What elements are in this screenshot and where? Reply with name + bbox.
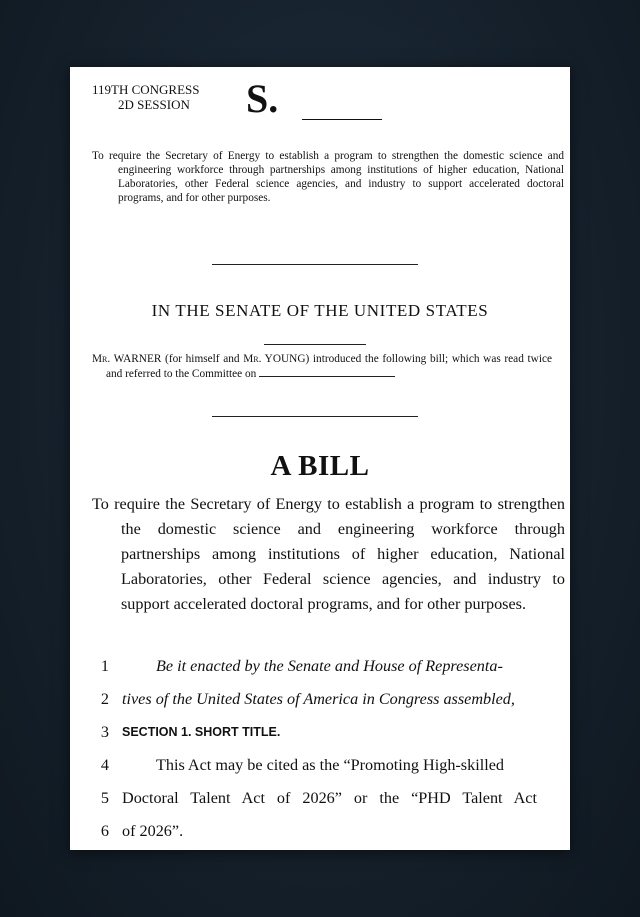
- line-text: Be it enacted by the Senate and House of Representa-: [156, 657, 503, 675]
- line-text: Doctoral Talent Act of 2026” or the “PHD Talent Act: [122, 789, 537, 807]
- session-label: 2D SESSION: [118, 97, 190, 112]
- bill-page: [70, 67, 570, 850]
- line-text: of 2026”.: [122, 822, 184, 840]
- intro-text-a: (for himself and: [161, 353, 244, 365]
- line-number: 2: [100, 690, 109, 708]
- bill-line: [70, 782, 570, 815]
- bill-line: [70, 749, 570, 782]
- bill-line: [70, 650, 570, 683]
- sponsor-name: Mr. WARNER: [92, 353, 162, 365]
- bill-line: [70, 815, 570, 848]
- divider: [212, 264, 418, 265]
- bill-summary: To require the Secretary of Energy to establish a program to strengthen the domestic science and engineering workforce through partnerships among institutions of higher education, National Laboratories, other Federal science agencies, and industry to support accelerated doctoral programs, and for other purposes.: [92, 150, 564, 204]
- line-text: tives of the United States of America in Congress assembled,: [122, 690, 515, 708]
- congress-session: [92, 82, 200, 112]
- line-number: 3: [100, 723, 109, 741]
- bill-title: A BILL: [270, 450, 370, 482]
- bill-number: S.: [246, 76, 279, 121]
- bill-line: [70, 683, 570, 716]
- section-heading: SECTION 1. SHORT TITLE.: [122, 725, 281, 739]
- senate-heading: IN THE SENATE OF THE UNITED STATES: [151, 301, 489, 320]
- committee-blank: [259, 366, 395, 377]
- intro-text-b: ) introduced the following bill; which was read twice and referred to the Committee on: [106, 353, 552, 380]
- introduction-statement: [92, 352, 552, 381]
- cosponsor-name: Mr. YOUNG: [243, 353, 306, 365]
- divider: [212, 416, 418, 417]
- line-number: 4: [100, 756, 109, 774]
- line-number: 5: [100, 789, 109, 807]
- bill-number-blank: [302, 119, 382, 120]
- bill-line: [70, 716, 570, 749]
- line-text: This Act may be cited as the “Promoting High-skilled: [156, 756, 504, 774]
- bill-text: [70, 650, 570, 848]
- bill-purpose: To require the Secretary of Energy to establish a program to strengthen the domestic science and engineering workforce through partnerships among institutions of higher education, National Laboratories, other Federal science agencies, and industry to support accelerated doctoral programs, and for other purposes.: [92, 495, 565, 613]
- congress-label: 119TH CONGRESS: [92, 82, 200, 97]
- line-number: 6: [100, 822, 109, 840]
- divider: [264, 344, 366, 345]
- line-number: 1: [100, 657, 109, 675]
